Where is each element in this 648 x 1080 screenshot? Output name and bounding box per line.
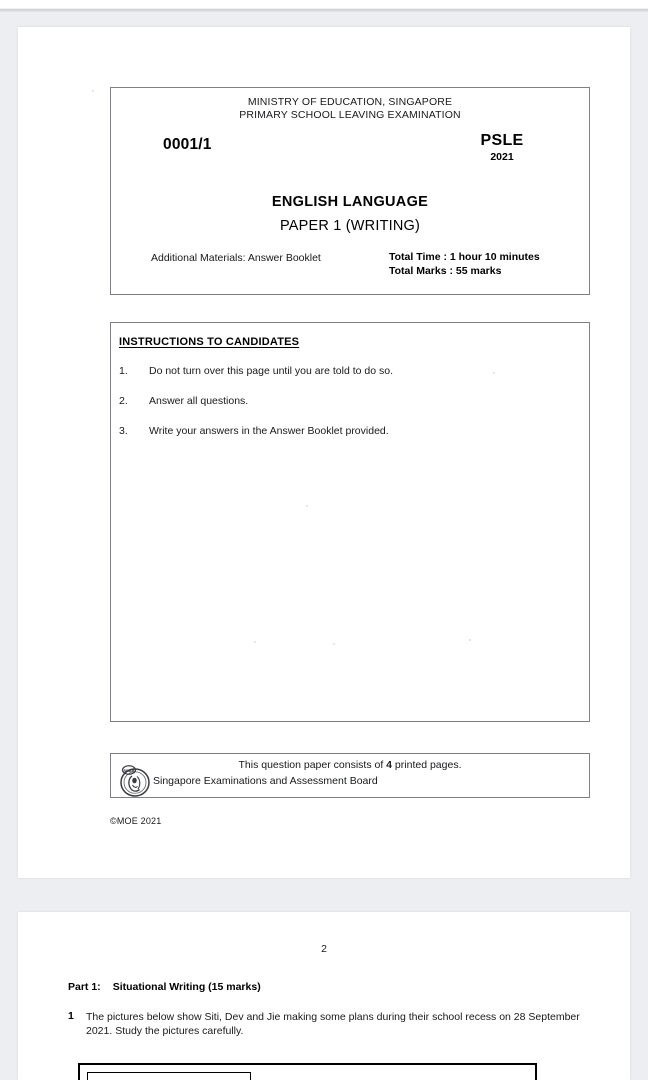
instruction-text: Do not turn over this page until you are told to do so. <box>149 365 393 377</box>
instruction-number: 2. <box>119 395 128 407</box>
ministry-block <box>111 96 589 122</box>
examination-line: PRIMARY SCHOOL LEAVING EXAMINATION <box>239 109 461 121</box>
printed-pages-line <box>111 759 589 771</box>
scan-speckle <box>333 643 335 645</box>
printed-pages-prefix: This question paper consists of <box>238 759 387 771</box>
part-label: Part 1: <box>68 981 101 993</box>
instruction-text: Answer all questions. <box>149 395 249 407</box>
instructions-box <box>110 322 590 722</box>
document-page-1[interactable] <box>18 27 630 878</box>
paper-code: 0001/1 <box>163 136 212 153</box>
part-title: Situational Writing (15 marks) <box>112 981 261 993</box>
instruction-number: 3. <box>119 425 128 437</box>
seab-logo-icon <box>117 764 153 798</box>
printed-pages-count: 4 <box>386 759 393 771</box>
subject-title: ENGLISH LANGUAGE <box>271 194 429 210</box>
instruction-item <box>119 394 589 408</box>
instruction-number: 1. <box>119 365 128 377</box>
svg-text:SEAB: SEAB <box>123 767 135 773</box>
instruction-text: Write your answers in the Answer Booklet provided. <box>149 425 389 437</box>
copyright-notice: ©MOE 2021 <box>110 816 162 826</box>
paper-code-row <box>111 130 589 174</box>
question-number: 1 <box>68 1010 74 1022</box>
exam-identity-block <box>467 132 537 164</box>
scan-speckle <box>92 90 94 92</box>
additional-materials-label: Additional Materials: Answer Booklet <box>151 252 321 264</box>
instructions-heading: INSTRUCTIONS TO CANDIDATES <box>119 336 300 348</box>
page-number: 2 <box>321 943 327 955</box>
total-marks-label: Total Marks : 55 marks <box>389 265 502 277</box>
totals-block <box>389 250 540 278</box>
total-time-label: Total Time : 1 hour 10 minutes <box>389 251 540 263</box>
exam-year-label: 2021 <box>490 151 514 163</box>
question-text: The pictures below show Siti, Dev and Jie making some plans during their school recess on 28 September 2021. Study the pictures carefully. <box>86 1011 580 1037</box>
paper-subtitle: PAPER 1 (WRITING) <box>279 218 421 234</box>
materials-and-totals-row <box>111 248 589 282</box>
printed-pages-box <box>110 753 590 798</box>
question-1-row <box>68 1010 588 1038</box>
ministry-line: MINISTRY OF EDUCATION, SINGAPORE <box>247 96 453 108</box>
instruction-item <box>119 424 589 438</box>
document-page-2[interactable] <box>18 912 630 1080</box>
scan-speckle <box>254 641 256 643</box>
instruction-item <box>119 364 589 378</box>
scan-speckle <box>469 639 471 641</box>
exam-name-label: PSLE <box>480 132 524 149</box>
scan-speckle <box>306 505 308 507</box>
seab-row <box>111 767 589 798</box>
scan-speckle <box>493 372 495 374</box>
picture-frame-outer <box>78 1063 537 1080</box>
printed-pages-suffix: printed pages. <box>392 759 462 771</box>
seab-board-name: Singapore Examinations and Assessment Board <box>153 775 378 787</box>
exam-header-box <box>110 87 590 295</box>
part-heading <box>68 981 261 993</box>
picture-frame-panel-1 <box>87 1072 251 1080</box>
